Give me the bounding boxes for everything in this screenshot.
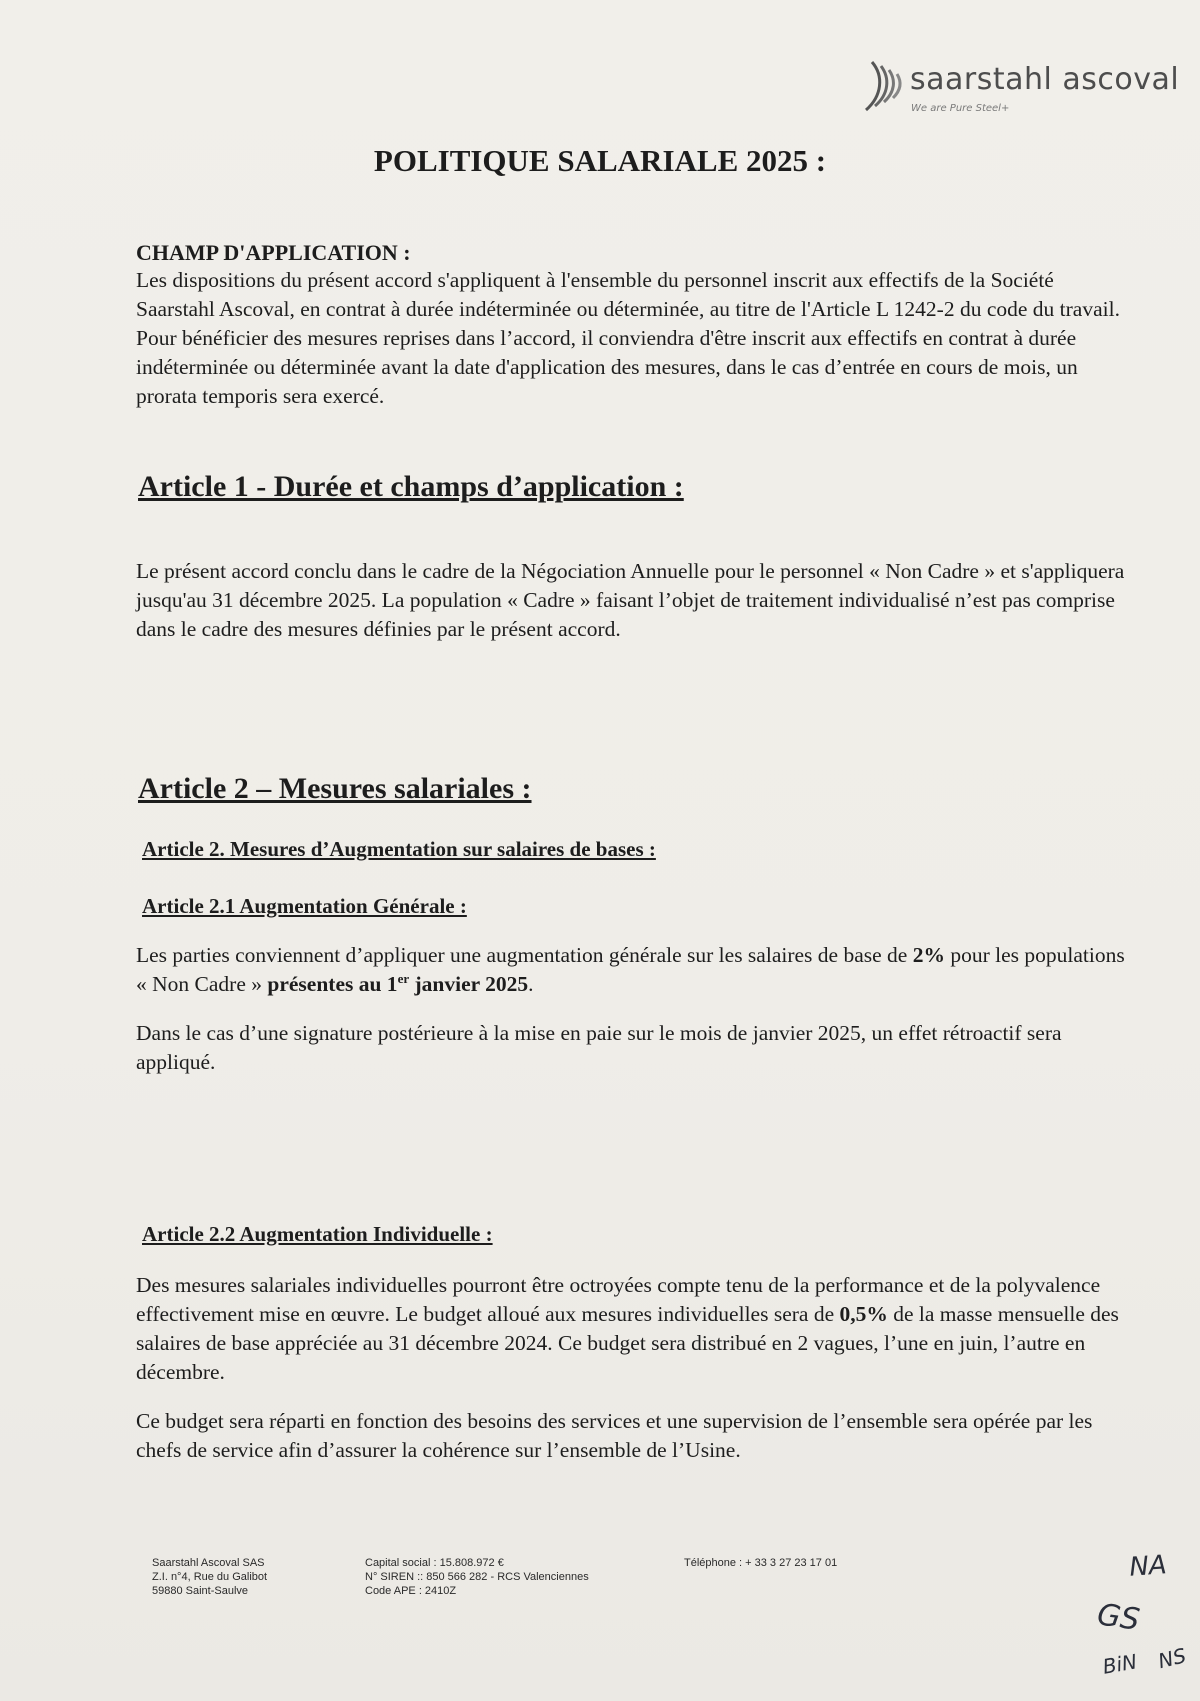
initials-na: NA	[1128, 1550, 1168, 1583]
logo-tagline: We are Pure Steel+	[911, 103, 1010, 114]
individual-budget-rate: 0,5%	[839, 1302, 888, 1326]
document-title: POLITIQUE SALARIALE 2025 :	[373, 143, 827, 178]
initials-bin: BiN	[1100, 1649, 1139, 1679]
footer-company-address: Saarstahl Ascoval SAS Z.I. n°4, Rue du Galibot 59880 Saint-Saulve	[152, 1557, 268, 1597]
champ-application-section	[136, 240, 1126, 411]
logo-name: saarstahl ascoval	[910, 62, 1180, 97]
article-1-text: Le présent accord conclu dans le cadre de la Négociation Annuelle pour le personnel « Non Cadre » et s'appliquera jusqu'au 31 décembre 2025. La population « Cadre » faisant l’objet de traitement individualisé n’est pas comprise dans le cadre des mesures définies par le présent accord.	[136, 559, 1125, 641]
champ-application-text: Les dispositions du présent accord s'appliquent à l'ensemble du personnel inscrit aux effectifs de la Société Saarstahl Ascoval, en contrat à durée indéterminée ou déterminée, au titre de l'Article L 1242-2 du code du travail. Pour bénéficier des mesures reprises dans l’accord, il conviendra d'être inscrit aux effectifs en contrat à durée indéterminée ou déterminée avant la date d'application des mesures, dans le cas d’entrée en cours de mois, un prorata temporis sera exercé.	[136, 268, 1120, 408]
article-2-2-body	[136, 1271, 1126, 1465]
initials-ns: NS	[1155, 1643, 1189, 1674]
article-2-2-paragraph-2: Ce budget sera réparti en fonction des besoins des services et une supervision de l’ensemble sera opérée par les chefs de service afin d’assurer la cohérence sur l’ensemble de l’Usine.	[136, 1409, 1093, 1462]
article-2-2-heading: Article 2.2 Augmentation Individuelle :	[142, 1222, 493, 1246]
article-2-subheading: Article 2. Mesures d’Augmentation sur salaires de bases :	[142, 837, 656, 861]
article-1-heading: Article 1 - Durée et champs d’application :	[138, 470, 684, 503]
company-logo	[862, 58, 1192, 120]
champ-application-heading: CHAMP D'APPLICATION :	[136, 240, 411, 265]
article-2-1-paragraph-2: Dans le cas d’une signature postérieure à la mise en paie sur le mois de janvier 2025, un effet rétroactif sera appliqué.	[136, 1021, 1062, 1074]
article-1-body	[136, 557, 1126, 644]
footer-legal-info: Capital social : 15.808.972 € N° SIREN :: 850 566 282 - RCS Valenciennes Code APE : 2410Z	[365, 1557, 589, 1597]
article-2-2-paragraph-1: Des mesures salariales individuelles pourront être octroyées compte tenu de la performance et de la polyvalence effectivement mise en œuvre. Le budget alloué aux mesures individuelles sera de 0,5% de la masse mensuelle des salaires de base appréciée au 31 décembre 2024. Ce budget sera distribué en 2 vagues, l’une en juin, l’autre en décembre.	[136, 1273, 1119, 1384]
handwritten-initials	[1080, 1550, 1198, 1695]
article-2-1-paragraph-1: Les parties conviennent d’appliquer une augmentation générale sur les salaires de base de 2% pour les populations « Non Cadre » présentes au 1er janvier 2025.	[136, 943, 1125, 996]
article-2-1-body	[136, 941, 1126, 1077]
initials-gs: GS	[1095, 1597, 1142, 1638]
logo-swoosh-icon	[862, 60, 908, 112]
article-2-heading: Article 2 – Mesures salariales :	[138, 772, 532, 805]
article-2-1-heading: Article 2.1 Augmentation Générale :	[142, 894, 467, 918]
general-increase-rate: 2%	[912, 943, 945, 967]
footer-phone: Téléphone : + 33 3 27 23 17 01	[684, 1557, 838, 1569]
